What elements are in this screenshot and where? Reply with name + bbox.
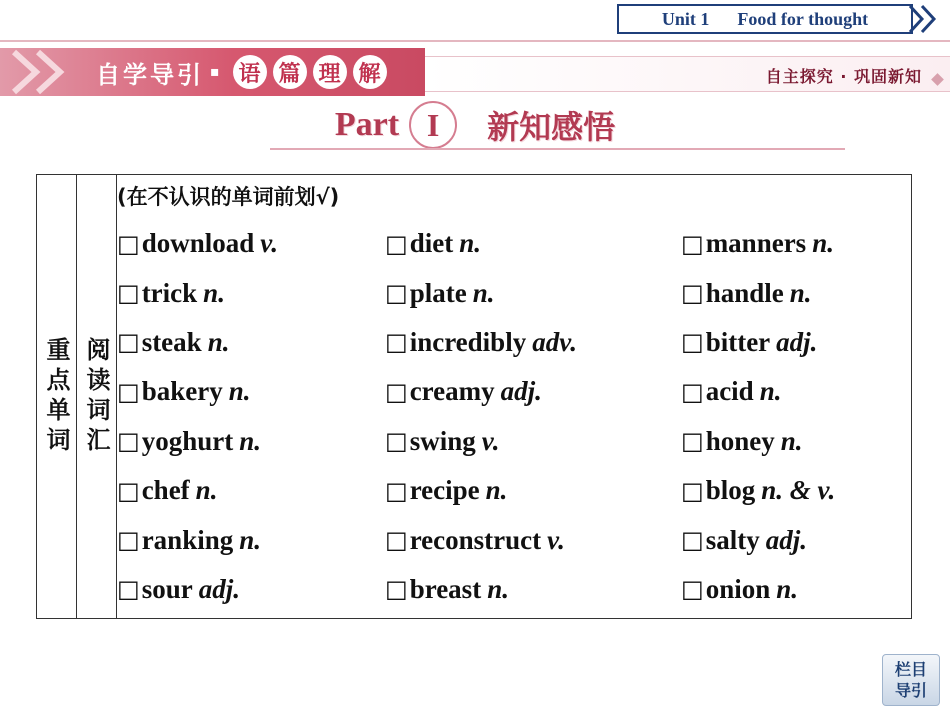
word-grid bbox=[117, 219, 911, 614]
checkbox-icon[interactable]: □ bbox=[385, 377, 408, 406]
part-of-speech: adj. bbox=[765, 524, 807, 555]
vocab-word-item[interactable] bbox=[385, 268, 681, 317]
part-of-speech: n. bbox=[776, 573, 799, 604]
checkbox-icon[interactable]: □ bbox=[681, 279, 704, 308]
vocab-table bbox=[36, 174, 912, 619]
vocab-word-item[interactable] bbox=[681, 367, 881, 416]
part-of-speech: v. bbox=[547, 524, 565, 555]
vocab-word-item[interactable] bbox=[385, 515, 681, 564]
part-of-speech: n. bbox=[203, 277, 225, 308]
checkbox-icon[interactable]: □ bbox=[681, 229, 704, 258]
unit-title: Food for thought bbox=[737, 8, 869, 29]
vocab-word-item[interactable] bbox=[117, 417, 385, 466]
part-heading bbox=[0, 100, 950, 150]
label-reading-vocab: 阅读词汇 bbox=[82, 336, 110, 457]
section-nav-button[interactable] bbox=[882, 654, 940, 706]
banner-char-group bbox=[233, 55, 387, 89]
part-of-speech: n. bbox=[195, 475, 218, 506]
vocab-word-item[interactable] bbox=[117, 367, 385, 416]
vocab-word-item[interactable] bbox=[117, 515, 385, 564]
vocab-word-item[interactable] bbox=[681, 268, 881, 317]
vocab-word-item[interactable] bbox=[385, 565, 681, 614]
vocab-word: sour bbox=[141, 573, 193, 604]
vocab-word-item[interactable] bbox=[117, 466, 385, 515]
vocab-word-item[interactable] bbox=[117, 565, 385, 614]
checkbox-icon[interactable]: □ bbox=[117, 229, 140, 258]
vocab-word-item[interactable] bbox=[117, 318, 385, 367]
checkbox-icon[interactable]: □ bbox=[117, 279, 140, 308]
word-list-cell bbox=[117, 175, 912, 619]
vocab-word: recipe bbox=[409, 475, 480, 506]
checkbox-icon[interactable]: □ bbox=[385, 427, 408, 456]
vocab-word: yoghurt bbox=[141, 425, 234, 456]
part-underline bbox=[270, 148, 845, 150]
instruction-text: (在不认识的单词前划√) bbox=[117, 185, 340, 209]
vocab-word: trick bbox=[141, 277, 198, 308]
vocab-word-item[interactable] bbox=[385, 219, 681, 268]
unit-number: Unit 1 bbox=[661, 8, 710, 29]
banner-title bbox=[96, 54, 387, 90]
part-of-speech: v. bbox=[260, 228, 278, 259]
part-of-speech: n. bbox=[487, 573, 509, 604]
vocab-word: download bbox=[141, 228, 255, 259]
vocab-word-item[interactable] bbox=[385, 367, 681, 416]
part-of-speech: n. bbox=[485, 475, 508, 506]
vocab-word-item[interactable] bbox=[385, 318, 681, 367]
checkbox-icon[interactable]: □ bbox=[385, 476, 408, 505]
part-of-speech: n. bbox=[812, 228, 834, 259]
checkbox-icon[interactable]: □ bbox=[681, 526, 704, 555]
part-of-speech: adj. bbox=[776, 326, 818, 357]
banner-char: 篇 bbox=[273, 55, 307, 89]
label-cell-key-words bbox=[37, 175, 77, 619]
banner-char: 解 bbox=[353, 55, 387, 89]
vocab-word: bitter bbox=[705, 326, 771, 357]
vocab-word: swing bbox=[409, 425, 476, 456]
unit-header-tab bbox=[617, 4, 913, 34]
part-title-cn: 新知感悟 bbox=[487, 108, 616, 146]
vocab-word-item[interactable] bbox=[385, 466, 681, 515]
checkbox-icon[interactable]: □ bbox=[117, 476, 140, 505]
checkbox-icon[interactable]: □ bbox=[117, 328, 140, 357]
banner-char: 语 bbox=[233, 55, 267, 89]
label-cell-reading-vocab bbox=[77, 175, 117, 619]
checkbox-icon[interactable]: □ bbox=[117, 526, 140, 555]
vocab-word-item[interactable] bbox=[117, 219, 385, 268]
vocab-word: steak bbox=[141, 326, 202, 357]
banner-char: 理 bbox=[313, 55, 347, 89]
vocab-word: acid bbox=[705, 376, 754, 407]
part-of-speech: n. bbox=[472, 277, 495, 308]
header-divider bbox=[0, 40, 950, 42]
vocab-word: reconstruct bbox=[409, 524, 542, 555]
vocab-word: bakery bbox=[141, 376, 223, 407]
checkbox-icon[interactable]: □ bbox=[385, 279, 408, 308]
part-of-speech: n. bbox=[207, 326, 230, 357]
checkbox-icon[interactable]: □ bbox=[385, 229, 408, 258]
checkbox-icon[interactable]: □ bbox=[681, 377, 704, 406]
checkbox-icon[interactable]: □ bbox=[385, 575, 408, 604]
vocab-word: creamy bbox=[409, 376, 495, 407]
vocab-word: diet bbox=[409, 228, 454, 259]
vocab-word-item[interactable] bbox=[681, 515, 881, 564]
vocab-word: breast bbox=[409, 573, 482, 604]
part-of-speech: n. bbox=[789, 277, 812, 308]
vocab-word: manners bbox=[705, 228, 807, 259]
vocab-word-item[interactable] bbox=[681, 219, 881, 268]
part-of-speech: n. bbox=[759, 376, 782, 407]
checkbox-icon[interactable]: □ bbox=[117, 575, 140, 604]
vocab-word-item[interactable] bbox=[385, 417, 681, 466]
part-of-speech: n. bbox=[459, 228, 481, 259]
part-numeral: I bbox=[409, 101, 457, 149]
part-of-speech: n. bbox=[780, 425, 803, 456]
part-of-speech: v. bbox=[481, 425, 500, 456]
label-key-words: 重点单词 bbox=[42, 336, 70, 457]
vocab-word-item[interactable] bbox=[117, 268, 385, 317]
banner-separator: ▪ bbox=[210, 64, 223, 80]
vocab-word: salty bbox=[705, 524, 760, 555]
chevrons-decoration-icon bbox=[6, 48, 86, 96]
checkbox-icon[interactable]: □ bbox=[681, 575, 704, 604]
banner-subtitle: 自主探究 · 巩固新知 bbox=[765, 67, 922, 86]
vocab-word: chef bbox=[141, 475, 190, 506]
checkbox-icon[interactable]: □ bbox=[681, 476, 704, 505]
part-of-speech: adj. bbox=[500, 376, 542, 407]
vocab-word-item[interactable] bbox=[681, 565, 881, 614]
part-of-speech: n. bbox=[239, 524, 262, 555]
checkbox-icon[interactable]: □ bbox=[385, 328, 408, 357]
checkbox-icon[interactable]: □ bbox=[681, 427, 704, 456]
part-of-speech: adj. bbox=[198, 573, 240, 604]
vocab-word-item[interactable] bbox=[681, 417, 881, 466]
checkbox-icon[interactable]: □ bbox=[385, 526, 408, 555]
part-of-speech: adv. bbox=[532, 326, 577, 357]
part-of-speech: n. & v. bbox=[761, 475, 836, 506]
vocab-word: incredibly bbox=[409, 326, 527, 357]
vocab-word: blog bbox=[705, 475, 756, 506]
double-chevron-icon bbox=[906, 2, 946, 36]
banner-left-text: 自学导引 bbox=[96, 60, 204, 89]
checkbox-icon[interactable]: □ bbox=[117, 427, 140, 456]
part-word: Part bbox=[334, 106, 400, 143]
checkbox-icon[interactable]: □ bbox=[681, 328, 704, 357]
part-of-speech: n. bbox=[228, 376, 251, 407]
vocab-word: onion bbox=[705, 573, 771, 604]
vocab-word-item[interactable] bbox=[681, 466, 881, 515]
vocab-word: ranking bbox=[141, 524, 234, 555]
nav-line-2: 导引 bbox=[894, 681, 927, 700]
nav-line-1: 栏目 bbox=[894, 660, 927, 679]
vocab-word: plate bbox=[409, 277, 467, 308]
vocab-word: handle bbox=[705, 277, 784, 308]
vocab-word-item[interactable] bbox=[681, 318, 881, 367]
vocab-word: honey bbox=[705, 425, 775, 456]
checkbox-icon[interactable]: □ bbox=[117, 377, 140, 406]
part-of-speech: n. bbox=[239, 425, 261, 456]
